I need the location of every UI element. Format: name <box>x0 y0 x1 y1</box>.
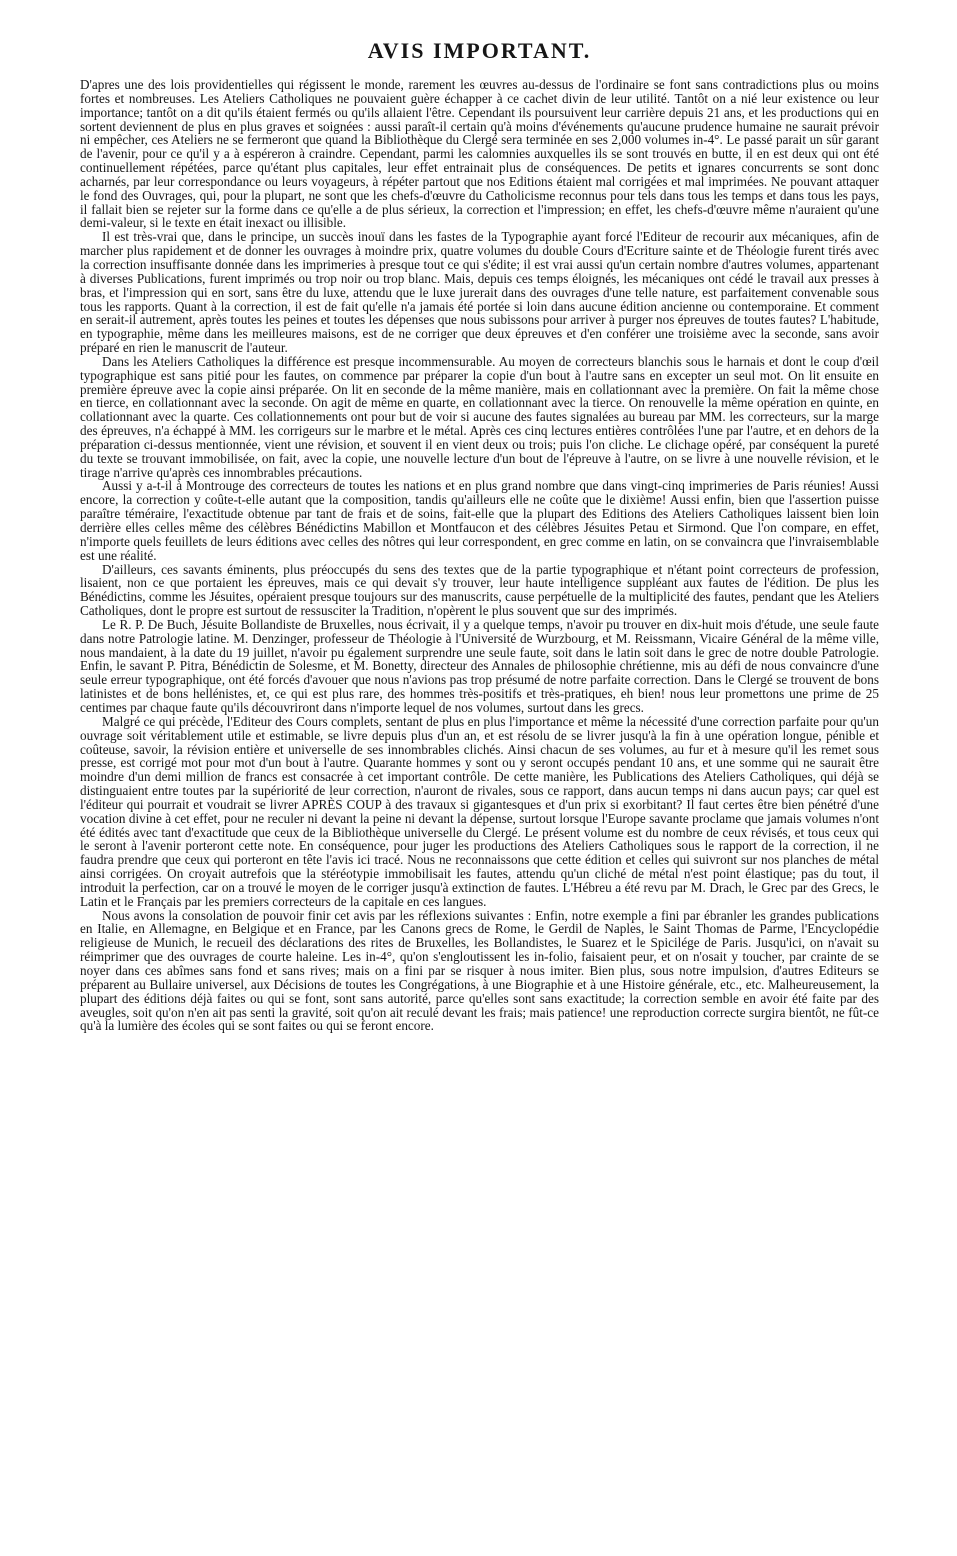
paragraph-3: Dans les Ateliers Catholiques la différence est presque incommensurable. Au moyen de correcteurs blanchis sous le harnais et dont le coup d'œil typographique est sans pitié pour les fautes, on commence par préparer la copie d'un bout à l'autre sans en excepter un seul mot. On lit ensuite en première épreuve avec la copie ainsi préparée. On lit en seconde de la même manière, mais en collationnant avec la première. On fait la même chose en tierce, en collationnant avec la seconde. On agit de même en quarte, en collationnant avec la tierce. On renouvelle la même opération en quinte, en collationnant avec la quarte. Ces collationnements ont pour but de voir si aucune des fautes signalées au bureau par MM. les correcteurs, sur la marge des épreuves, n'a échappé à MM. les corrigeurs sur le marbre et le métal. Après ces cinq lectures entières contrôlées l'une par l'autre, et en dehors de la préparation ci-dessus mentionnée, vient une révision, et souvent il en vient deux ou trois; puis l'on cliche. Le clichage opéré, par conséquent la pureté du texte se trouvant immobilisée, on fait, avec la copie, une nouvelle lecture d'un bout de l'épreuve à l'autre, on se livre à une nouvelle révision, et le tirage n'arrive qu'après ces innombrables précautions. <box>80 353 879 480</box>
paragraph-2: Il est très-vrai que, dans le principe, un succès inouï dans les fastes de la Typographie ayant forcé l'Editeur de recourir aux mécaniques, afin de marcher plus rapidement et de donner les ouvrages à moindre prix, quatre volumes du double Cours d'Ecriture sainte et de Théologie furent tirés avec la correction insuffisante donnée dans les imprimeries à presque tout ce qui s'édite; il est vrai aussi qu'un certain nombre d'autres volumes, appartenant à diverses Publications, furent imprimés ou trop noir ou trop blanc. Mais, depuis ces temps éloignés, les mécaniques ont cédé le travail aux presses à bras, et l'impression qui en sort, sans être du luxe, attendu que le luxe jurerait dans des ouvrages d'une telle nature, est parfaitement convenable sous tous les rapports. Quant à la correction, il est de fait qu'elle n'a jamais été portée si loin dans aucune édition ancienne ou contemporaine. Et comment en serait-il autrement, après toutes les peines et toutes les dépenses que nous subissons pour arriver à purger nos épreuves de toutes fautes? L'habitude, en typographie, même dans les meilleures maisons, est de ne corriger que deux épreuves et d'en conférer une troisième avec la seconde, sans avoir préparé en rien le manuscrit de l'auteur. <box>80 229 879 356</box>
paragraph-6: Le R. P. De Buch, Jésuite Bollandiste de Bruxelles, nous écrivait, il y a quelque temps, n'avoir pu trouver en dix-huit mois d'étude, une seule faute dans notre Patrologie latine. M. Denzinger, professeur de Théologie à l'Université de Wurzbourg, et M. Reissmann, Vicaire Général de la même ville, nous mandaient, à la date du 19 juillet, n'avoir pu également surprendre une seule faute, soit dans le latin soit dans le grec de notre double Patrologie. Enfin, le savant P. Pitra, Bénédictin de Solesme, et M. Bonetty, directeur des Annales de philosophie chrétienne, mis au défi de nous convaincre d'une seule erreur typographique, ont été forcés d'avouer que nous n'avions pas trop présumé de notre parfaite correction. Dans le Clergé se trouvent de bons latinistes et de bons hellénistes, et, ce qui est plus rare, des hommes très-positifs et très-pratiques, eh bien! nous leur promettons une prime de 25 centimes par chaque faute qu'ils découvriront dans n'importe lequel de nos volumes, surtout dans les grecs. <box>80 616 879 715</box>
page-title: AVIS IMPORTANT. <box>367 38 592 63</box>
paragraph-7: Malgré ce qui précède, l'Editeur des Cours complets, sentant de plus en plus l'importance et même la nécessité d'une correction parfaite pour qu'un ouvrage soit véritablement utile et estimable, se livre depuis plus d'un an, et est résolu de se livrer jusqu'à la fin à une opération longue, pénible et coûteuse, savoir, la révision entière et universelle de ses innombrables clichés. Ainsi chacun de ses volumes, au fur et à mesure qu'il les remet sous presse, est corrigé mot pour mot d'un bout à l'autre. Quarante hommes y sont ou y seront occupés pendant 10 ans, et une somme qui ne saurait être moindre d'un demi million de francs est consacrée à cet important contrôle. De cette manière, les Publications des Ateliers Catholiques, qui déjà se distinguaient entre toutes par la supériorité de leur correction, n'auront de rivales, sous ce rapport, dans aucun temps ni dans aucun pays; car quel est l'éditeur qui pourrait et voudrait se livrer APRÈS COUP à des travaux si gigantesques et d'un prix si exorbitant? Il faut certes être bien pénétré d'une vocation divine à cet effet, pour ne reculer ni devant la peine ni devant la dépense, surtout lorsque l'Europe savante proclame que jamais volumes n'ont été édités avec tant d'exactitude que ceux de la Bibliothèque universelle du Clergé. Le présent volume est du nombre de ceux révisés, et tous ceux qui le seront à l'avenir porteront cette note. En conséquence, pour juger les productions des Ateliers Catholiques sous le rapport de la correction, il ne faudra prendre que ceux qui porteront en tête l'avis ici tracé. Nous ne reconnaissons que cette édition et celles qui suivront sur nos planches de métal ainsi corrigées. On croyait autrefois que la stéréotypie immobilisait les fautes, attendu qu'un cliché de métal n'est point élastique; pas du tout, il introduit la perfection, car on a trouvé le moyen de le corriger jusqu'à extinction de fautes. L'Hébreu a été revu par M. Drach, le Grec par des Grecs, le Latin et le Français par les premiers correcteurs de la capitale en ces langues. <box>80 713 879 909</box>
paragraph-1: D'apres une des lois providentielles qui régissent le monde, rarement les œuvres au-dessus de l'ordinaire se font sans contradictions plus ou moins fortes et nombreuses. Les Ateliers Catholiques ne pouvaient guère échapper à ce cachet divin de leur utilité. Tantôt on a nié leur existence ou leur importance; tantôt on a dit qu'ils étaient fermés ou qu'ils allaient l'être. Cependant ils poursuivent leur carrière depuis 21 ans, et les productions qui en sortent deviennent de plus en plus graves et soignées : aussi paraît-il certain qu'à moins d'événements qu'aucune prudence humaine ne saurait prévoir ni empêcher, ces Ateliers ne se fermeront que quand la Bibliothèque du Clergé sera terminée en ses 2,000 volumes in-4°. Le passé parait un sûr garant de l'avenir, pour ce qu'il y a à espéreron à craindre. Cependant, parmi les calomnies auxquelles ils se sont trouvés en butte, il en est deux qui ont été continuellement répétées, parce qu'étant plus capitales, leur effet entrainait plus de conséquences. De petits et ignares concurrents se sont donc acharnés, par leur correspondance ou leurs voyageurs, à répéter partout que nos Editions étaient mal corrigées et mal imprimées. Ne pouvant attaquer le fond des Ouvrages, qui, pour la plupart, ne sont que les chefs-d'œuvre du Catholicisme reconnus pour tels dans tous les temps et dans tous les pays, il fallait bien se rejeter sur la forme dans ce qu'elle a de plus sérieux, la correction et l'impression; en effet, les chefs-d'œuvre même n'auraient qu'une demi-valeur, si le texte en était inexact ou illisible. <box>80 77 879 231</box>
paragraph-8: Nous avons la consolation de pouvoir finir cet avis par les réflexions suivantes : Enfin, notre exemple a fini par ébranler les grandes publications en Italie, en Allemagne, en Belgique et en France, par les Canons grecs de Rome, le Gerdil de Naples, le Saint Thomas de Parme, l'Encyclopédie religieuse de Munich, le recueil des déclarations des rites de Bruxelles, les Bollandistes, le Suarez et le Spicilége de Paris. Jusqu'ici, on n'avait su réimprimer que des ouvrages de courte haleine. Les in-4°, qu'on s'engloutissent les in-folio, faisaient peur, et on n'osait y toucher, par crainte de se noyer dans ces abîmes sans fond et sans rives; mais on a fini par se risquer à nous imiter. Bien plus, sous notre impulsion, d'autres Editeurs se préparent au Bullaire universel, aux Décisions de toutes les Congrégations, à une Biographie et à une Histoire générale, etc., etc. Malheureusement, la plupart des éditions déjà faites ou qui se font, sont sans autorité, parce qu'elles sont sans exactitude; la correction semble en avoir été faite par des aveugles, soit qu'on n'en ait pas senti la gravité, soit qu'on ait reculé devant les frais; mais patience! une reproduction correcte surgira bientôt, ne fût-ce qu'à la lumière des écoles qui se sont faites ou qui se feront encore. <box>80 907 879 1034</box>
paragraph-5: D'ailleurs, ces savants éminents, plus préoccupés du sens des textes que de la partie typographique et n'étant point correcteurs de profession, lisaient, non ce que portaient les épreuves, mais ce qui devait s'y trouver, leur haute intelligence suppléant aux fautes de l'édition. De plus les Bénédictins, comme les Jésuites, opéraient presque toujours sur des manuscrits, cause perpétuelle de la multiplicité des fautes, pendant que les Ateliers Catholiques, dont le propre est surtout de ressusciter la Tradition, n'opèrent le plus souvent que sur des imprimés. <box>80 561 879 619</box>
paragraph-4: Aussi y a-t-il à Montrouge des correcteurs de toutes les nations et en plus grand nombre que dans vingt-cinq imprimeries de Paris réunies! Aussi encore, la correction y coûte-t-elle autant que la composition, tandis qu'ailleurs elle ne coûte que le dixième! Aussi enfin, bien que l'assertion puisse paraître téméraire, l'exactitude obtenue par tant de frais et de soins, fait-elle que la plupart des Editions des Ateliers Catholiques laissent bien loin derrière elles celles même des célèbres Bénédictins Mabillon et Montfaucon et des célèbres Jésuites Petau et Sirmond. Que l'on compare, en effet, n'importe quels feuillets de leurs éditions avec celles des nôtres qui leur correspondent, en grec comme en latin, on se convaincra que l'invraisemblable est une réalité. <box>80 478 879 563</box>
